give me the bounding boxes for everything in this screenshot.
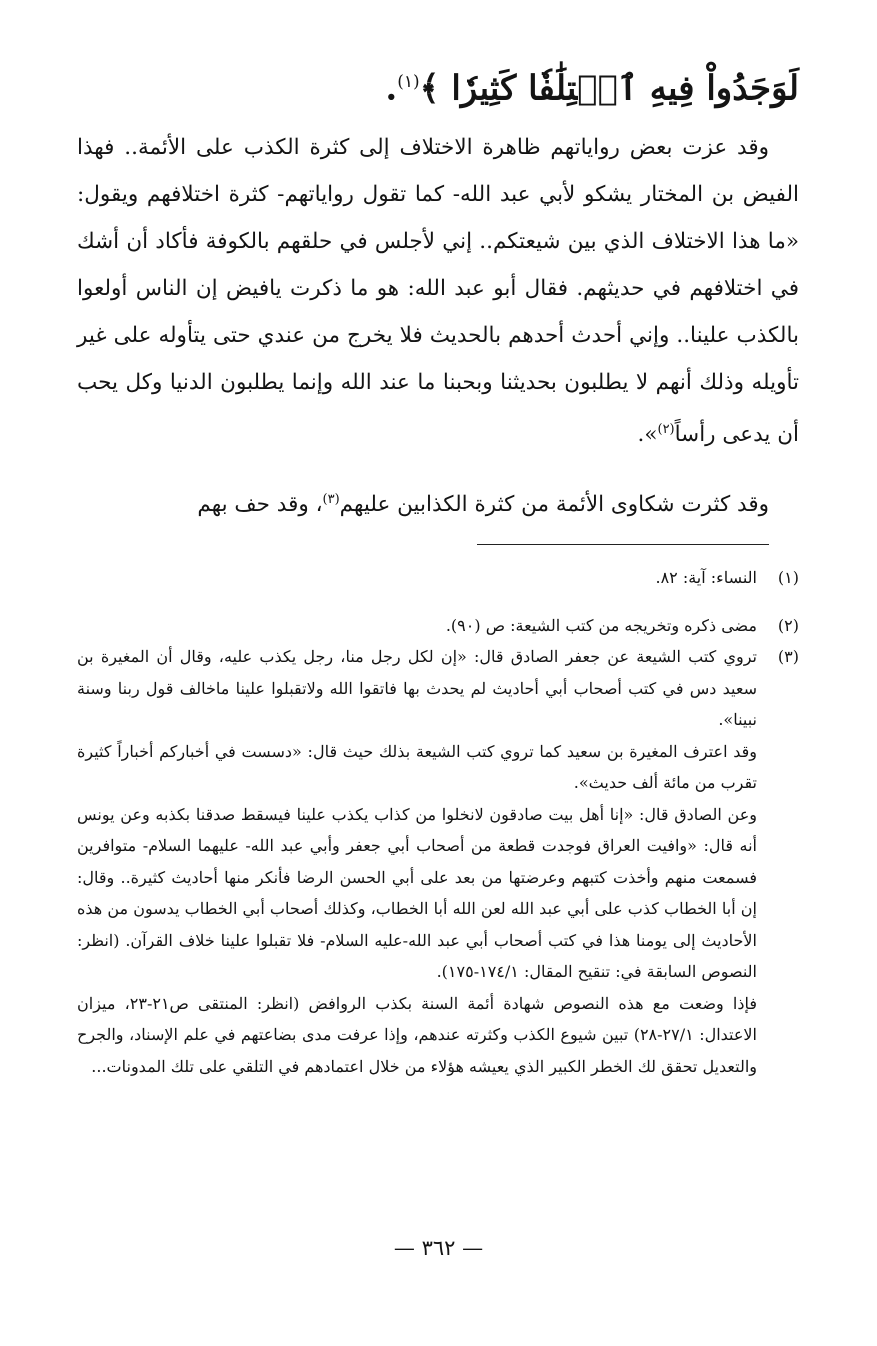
paragraph-1-end: ».: [637, 422, 658, 448]
paragraph-2-text: وقد كثرت شكاوى الأئمة من كثرة الكذابين عليهم: [339, 492, 769, 518]
footnote-text: مضى ذكره وتخريجه من كتب الشيعة: ص (٩٠).: [445, 615, 757, 635]
footnote-text: فإذا وضعت مع هذه النصوص شهادة أئمة السنة بكذب الروافض (انظر: المنتقى ص٢١-٢٣، ميزان الاعتدال: ٢٧/١-٢٨) تبين شيوع الكذب وكثرته عندهم، وإذا عرفت مدى بضاعتهم في علم الإسناد، والجرح والتعديل تحقق لك الخطر الكبير الذي يعيشه هؤلاء من خلال اعتمادهم في التلقي على تلك المدونات...: [77, 993, 758, 1076]
footnote-text: تروي كتب الشيعة عن جعفر الصادق قال: «إن لكل رجل منا، رجل يكذب عليه، وقال أن المغيرة بن سعيد دس في كتب أصحاب أبي أحاديث لم يحدث بها فاتقوا الله ولاتقبلوا علينا ماخالف قول ربنا وسنة نبينا».: [77, 647, 758, 729]
footnote-number: (٣): [777, 647, 799, 666]
verse-text: لَوَجَدُواْ فِيهِ ٱخۡتِلَٰفٗا كَثِيرٗا ﴾: [419, 68, 799, 109]
paragraph-2-end: ، وقد حف بهم: [197, 492, 323, 518]
footnote-ref-3: (٣): [322, 492, 340, 508]
footnote-text: وقد اعترف المغيرة بن سعيد كما تروي كتب الشيعة بذلك حيث قال: «دسست في أخباركم أخباراً كثيرة تقرب من مائة ألف حديث».: [77, 741, 757, 792]
footnote-2: [77, 610, 799, 642]
paragraph-1-text: وقد عزت بعض رواياتهم ظاهرة الاختلاف إلى كثرة الكذب على الأئمة.. فهذا الفيض بن المختار يشكو لأبي عبد الله- كما تقول رواياتهم- كثرة اختلافهم ويقول: «ما هذا الاختلاف الذي بين شيعتكم.. إني لأجلس في حلقهم بالكوفة فأكاد أن أشك في اختلافهم في حديثهم. فقال أبو عبد الله: هو ما ذكرت يافيض إن الناس أولعوا بالكذب علينا.. وإني أحدث أحدهم بالحديث فلا يخرج من عندي حتى يتأوله على غير تأويله وذلك أنهم لا يطلبون بحديثنا وبحبنا ما عند الله وإنما يطلبون الدنيا وكل يحب أن يدعى رأساً: [77, 135, 799, 448]
footnote-text: وعن الصادق قال: «إنا أهل بيت صادقون لانخلوا من كذاب يكذب علينا فيسقط صدقنا بكذبه وعن يونس أنه قال: «وافيت العراق فوجدت قطعة من أصحاب أبي جعفر وأبي عبد الله- عليهما السلام- متوافرين فسمعت منهم وأخذت كتبهم وعرضتها من بعد على أبي الحسن الرضا فأنكر منها أحاديث كثيرة.. وقال: إن أبا الخطاب كذب على أبي عبد الله لعن الله أبا الخطاب، وكذلك أصحاب أبي الخطاب يدسون من هذه الأحاديث إلى يومنا هذا في كتب أصحاب أبي عبد الله-عليه السلام- فلا تقبلوا علينا خلاف القرآن. (انظر: النصوص السابقة في: تنقيح المقال: ١٧٤/١-١٧٥).: [77, 804, 758, 981]
footnote-body: [77, 641, 757, 1082]
footnote-ref-2: (٢): [657, 422, 675, 437]
footnote-1: [77, 562, 799, 594]
footnote-number: (١): [777, 568, 799, 587]
footnotes: [77, 562, 799, 1082]
paragraph-2: [77, 476, 799, 528]
footnote-separator: [477, 544, 769, 545]
main-text: [77, 124, 799, 528]
verse-footnote-ref: (١): [397, 72, 420, 92]
footnote-body: [77, 610, 757, 642]
quran-verse: [79, 52, 799, 118]
footnote-body: [77, 562, 757, 594]
footnote-text: النساء: آية: ٨٢.: [655, 568, 757, 587]
paragraph-1: [77, 124, 799, 458]
page-number: — ٣٦٢ —: [393, 1236, 484, 1260]
footnote-3: [77, 641, 799, 1082]
footnote-number: (٢): [777, 615, 799, 635]
verse-end: .: [385, 68, 398, 109]
